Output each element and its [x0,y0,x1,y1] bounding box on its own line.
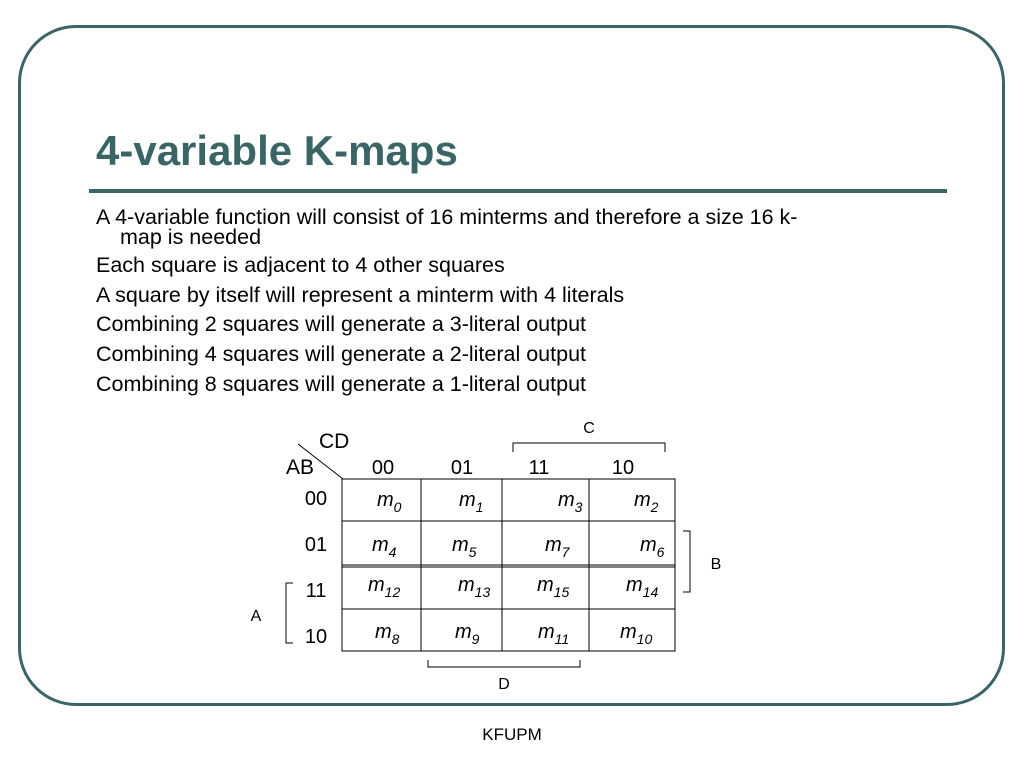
kmap-cell: $m_1$ [459,489,484,515]
kmap-row-header: 10 [304,626,328,648]
kmap-cell: $m_8$ [375,621,400,647]
kmap-cell: $m_{15}$ [537,574,570,600]
kmap-col-var: CD [319,430,350,453]
kmap-cell: $m_4$ [372,534,397,560]
kmap-cell: $m_7$ [545,534,570,560]
kmap-row-header: 11 [305,580,327,602]
kmap-cell: $m_{13}$ [458,574,491,600]
kmap-cell: $m_{14}$ [626,574,659,600]
bullet-5: Combining 4 squares will generate a 2-literal output [96,342,586,366]
kmap-b-bracket [683,531,690,592]
kmap-row-header: 01 [304,534,328,556]
kmap-col-header: 11 [528,457,550,479]
kmap-cell: $m_{11}$ [538,621,570,647]
kmap-col-header: 10 [611,457,635,479]
kmap-a-bracket [286,583,293,643]
bullet-1-line-1: A 4-variable function will consist of 16 minterms and therefore a size 16 k- [96,205,798,229]
kmap-cell: $m_3$ [558,489,583,515]
kmap-cell: $m_5$ [452,534,477,560]
kmap-a-label: A [250,608,262,625]
bullet-1-line-2: map is needed [120,225,262,249]
kmap-col-header: 01 [450,457,474,479]
bullet-3: A square by itself will represent a minterm with 4 literals [96,283,625,307]
kmap-cell: $m_{12}$ [368,574,401,600]
kmap-row-var: AB [286,456,315,479]
kmap-cell: $m_6$ [640,534,665,560]
kmap-cell: $m_0$ [377,489,402,515]
bullet-4: Combining 2 squares will generate a 3-literal output [96,312,586,336]
slide-footer: KFUPM [482,725,542,744]
kmap-cell: $m_{10}$ [620,621,653,647]
kmap-d-bracket [428,660,580,667]
kmap-row-header: 00 [304,488,328,510]
bullet-6: Combining 8 squares will generate a 1-literal output [96,372,586,396]
bullet-2: Each square is adjacent to 4 other squares [96,253,505,277]
kmap-c-label: C [583,420,595,437]
kmap-c-bracket [513,443,665,452]
kmap-col-header: 00 [371,457,395,479]
kmap-cell: $m_9$ [455,621,480,647]
kmap-d-label: D [498,676,510,693]
kmap-cell: $m_2$ [634,489,659,515]
slide-title: 4-variable K-maps [96,127,458,174]
kmap-b-label: B [710,556,722,573]
